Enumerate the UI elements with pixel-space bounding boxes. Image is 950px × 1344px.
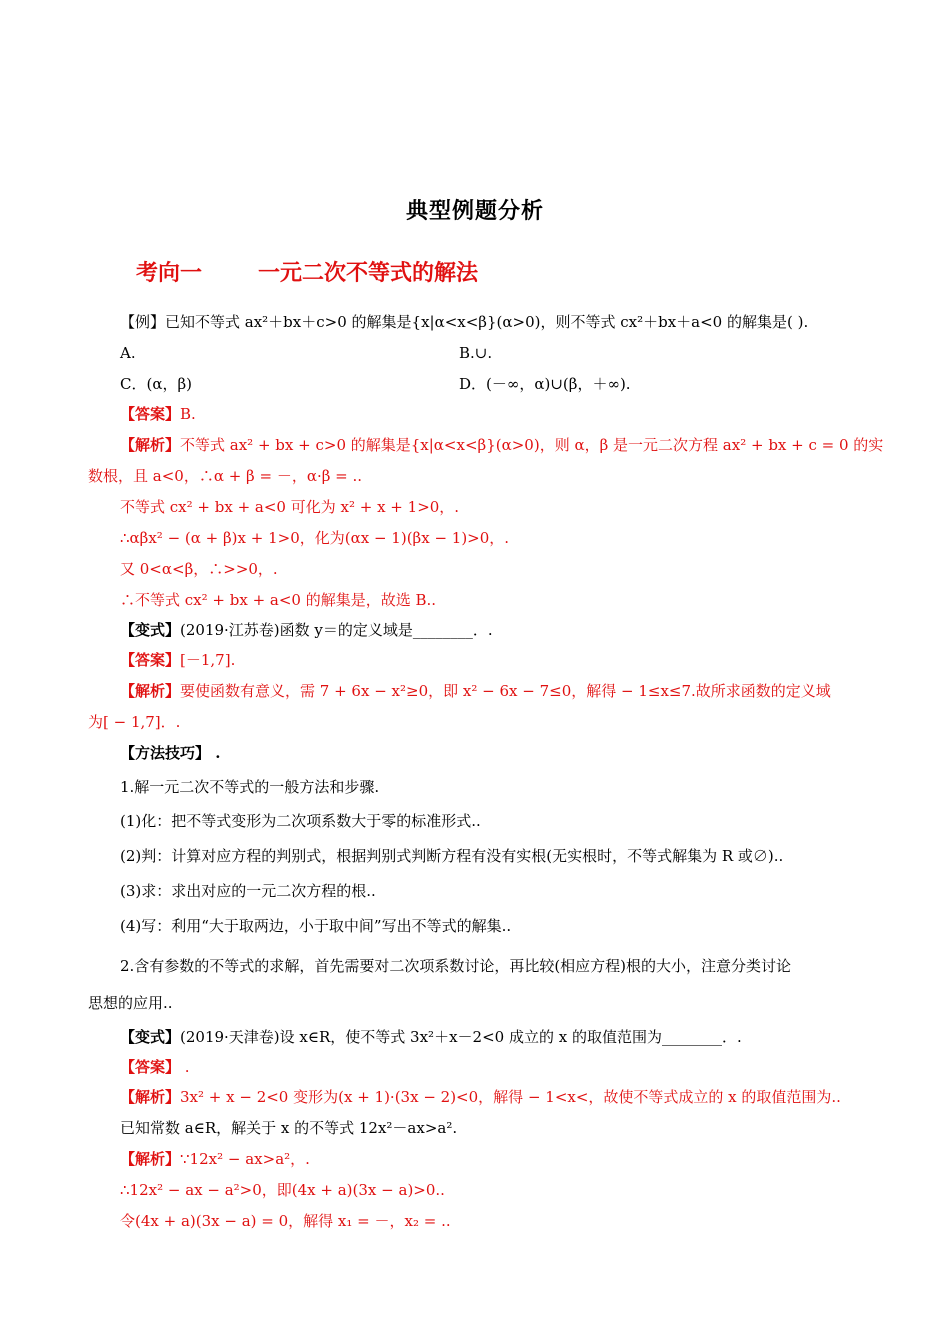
methods-heading: 【方法技巧】 . (120, 744, 221, 762)
analysis-tag: 【解析】 (120, 436, 181, 454)
methods-item: 思想的应用.. (88, 994, 173, 1012)
answer-value: [－1,7]. (180, 651, 236, 669)
variant-text: (2019·天津卷)设 x∈R，使不等式 3x²＋x－2<0 成立的 x 的取值范围为________．. (180, 1028, 742, 1046)
example-analysis-line (120, 435, 883, 455)
methods-step: (4)写：利用“大于取两边，小于取中间”写出不等式的解集.. (120, 917, 512, 935)
answer-tag: 【答案】 (120, 1058, 181, 1076)
option-a: A. (120, 344, 136, 362)
methods-step: (3)求：求出对应的一元二次方程的根.. (120, 882, 376, 900)
answer-tag: 【答案】 (120, 405, 181, 423)
problem3-analysis: ∴12x² − ax − a²>0，即(4x + a)(3x − a)>0.. (120, 1181, 445, 1199)
variant2-analysis (120, 1087, 841, 1107)
variant-tag: 【变式】 (120, 621, 181, 639)
methods-item: 1.解一元二次不等式的一般方法和步骤. (120, 778, 380, 796)
analysis-text: ∵12x² − ax>a²，. (180, 1150, 310, 1168)
analysis-text: 不等式 ax² + bx + c>0 的解集是{x|α<x<β}(α>0)，则 α，β 是一元二次方程 ax² + bx + c = 0 的实 (180, 436, 884, 454)
example-answer (120, 404, 196, 424)
option-b: B.∪. (459, 344, 493, 362)
example-analysis-line: 不等式 cx² + bx + a<0 可化为 x² + x + 1>0，. (120, 498, 460, 516)
answer-value: . (180, 1058, 190, 1076)
methods-step: (1)化：把不等式变形为二次项系数大于零的标准形式.. (120, 812, 481, 830)
section-name: 一元二次不等式的解法 (258, 261, 479, 286)
variant2-answer (120, 1057, 190, 1077)
page-title: 典型例题分析 (405, 199, 544, 224)
problem3-analysis: 令(4x + a)(3x − a) = 0，解得 x₁ = －，x₂ = .. (120, 1212, 451, 1230)
analysis-tag: 【解析】 (120, 682, 181, 700)
analysis-tag: 【解析】 (120, 1088, 181, 1106)
answer-value: B. (180, 405, 196, 423)
section-heading (136, 256, 478, 287)
problem3-question: 已知常数 a∈R，解关于 x 的不等式 12x²－ax>a². (120, 1119, 458, 1137)
methods-step: (2)判：计算对应方程的判别式，根据判别式判断方程有没有实根(无实根时，不等式解集为 R 或∅).. (120, 847, 784, 865)
variant2-question (120, 1027, 742, 1047)
variant1-question (120, 620, 493, 640)
variant1-analysis: 为[ − 1,7]．. (88, 713, 181, 731)
example-analysis-line: 数根，且 a<0，∴α + β = －，α·β = .. (88, 467, 363, 485)
problem3-analysis (120, 1149, 310, 1169)
analysis-tag: 【解析】 (120, 1150, 181, 1168)
example-question: 【例】已知不等式 ax²＋bx＋c>0 的解集是{x|α<x<β}(α>0)，则不等式 cx²＋bx＋a<0 的解集是( ). (120, 313, 809, 331)
answer-tag: 【答案】 (120, 651, 181, 669)
variant1-analysis (120, 681, 831, 701)
variant-text: (2019·江苏卷)函数 y＝的定义域是________．. (180, 621, 493, 639)
option-c: C．(α，β) (120, 375, 192, 393)
example-analysis-line: ∴不等式 cx² + bx + a<0 的解集是，故选 B.. (120, 591, 437, 609)
example-analysis-line: ∴αβx² − (α + β)x + 1>0，化为(αx − 1)(βx − 1)>0，. (120, 529, 510, 547)
variant1-answer (120, 650, 235, 670)
analysis-text: 要使函数有意义，需 7 + 6x − x²≥0，即 x² − 6x − 7≤0，解得 − 1≤x≤7.故所求函数的定义域 (180, 682, 831, 700)
analysis-text: 3x² + x − 2<0 变形为(x + 1)·(3x − 2)<0，解得 − 1<x<，故使不等式成立的 x 的取值范围为.. (180, 1088, 841, 1106)
section-number: 考向一 (136, 261, 203, 286)
methods-item: 2.含有参数的不等式的求解，首先需要对二次项系数讨论，再比较(相应方程)根的大小，注意分类讨论 (120, 957, 792, 975)
option-d: D．(－∞，α)∪(β，＋∞). (459, 375, 631, 393)
variant-tag: 【变式】 (120, 1028, 181, 1046)
example-analysis-line: 又 0<α<β，∴>>0，. (120, 560, 278, 578)
